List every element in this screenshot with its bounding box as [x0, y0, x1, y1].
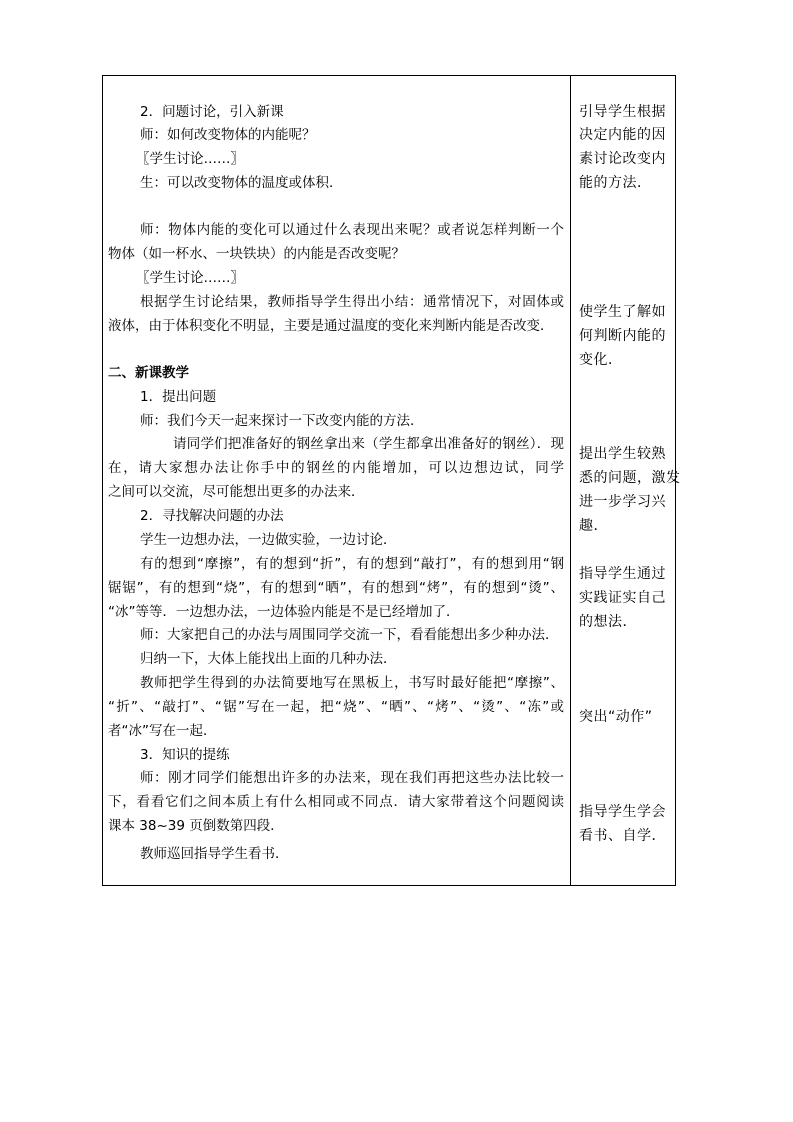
note-2-line1: 使学生了解如 — [579, 304, 666, 320]
note-3-line3: 进一步学习兴 — [579, 494, 666, 510]
step-2b-heading: 2．寻找解决问题的办法 — [140, 508, 284, 524]
wire-instruction-line1: 请同学们把准备好的钢丝拿出来（学生都拿出准备好的钢丝）．现 — [173, 436, 564, 452]
section-heading: 二、新课教学 — [108, 365, 189, 381]
step-3-heading: 3．知识的提练 — [140, 747, 230, 763]
reading-line2: 下，看看它们之间本质上有什么相同或不同点．请大家带着这个问题阅读 — [108, 794, 564, 810]
note-3-line4: 趣． — [579, 518, 608, 534]
note-4-line1: 指导学生通过 — [579, 566, 666, 582]
student-answer: 生：可以改变物体的温度或体积． — [140, 175, 343, 191]
teacher-question-2-line2: 物体（如一杯水、一块铁块）的内能是否改变呢？ — [108, 246, 405, 262]
note-6-line2: 看书、自学． — [579, 828, 666, 844]
wire-instruction-line3: 之间可以交流，尽可能想出更多的办法来． — [108, 484, 365, 500]
note-5: 突出“动作” — [579, 709, 653, 725]
student-discussion-1: 〖学生讨论……〗 — [136, 151, 244, 167]
step-2-heading: 2．问题讨论，引入新课 — [140, 104, 284, 120]
note-6-line1: 指导学生学会 — [579, 804, 666, 820]
student-discussion-2: 〖学生讨论……〗 — [136, 270, 244, 286]
summary-line1: 根据学生讨论结果，教师指导学生得出小结：通常情况下，对固体或 — [140, 294, 564, 310]
ideas-line1: 有的想到“摩擦”，有的想到“折”，有的想到“敲打”，有的想到用“钢 — [140, 556, 564, 572]
lesson-table — [102, 75, 681, 886]
note-4-line3: 的想法． — [579, 614, 637, 630]
teacher-patrol: 教师巡回指导学生看书． — [140, 846, 289, 862]
wire-instruction-line2: 在，请大家想办法让你手中的钢丝的内能增加，可以边想边试，同学 — [108, 460, 564, 476]
note-2-line3: 变化． — [579, 352, 623, 368]
note-3-line2: 悉的问题，激发 — [579, 470, 681, 486]
teacher-question: 师：如何改变物体的内能呢？ — [140, 127, 316, 143]
blackboard-line3: 者“冰”写在一起． — [108, 723, 217, 739]
ideas-line3: “冰”等等．一边想办法，一边体验内能是不是已经增加了． — [108, 604, 460, 620]
note-1-line4: 能的方法． — [579, 175, 652, 191]
main-column — [103, 76, 570, 885]
teacher-exchange: 师：大家把自己的办法与周围同学交流一下，看看能想出多少种办法． — [140, 627, 559, 643]
summary-line2: 液体，由于体积变化不明显，主要是通过温度的变化来判断内能是否改变． — [108, 318, 554, 334]
note-1-line2: 决定内能的因 — [579, 127, 666, 143]
note-3-line1: 提出学生较熟 — [579, 446, 666, 462]
blackboard-line1: 教师把学生得到的办法简要地写在黑板上，书写时最好能把“摩擦”、 — [140, 675, 564, 691]
side-column — [571, 76, 681, 885]
note-2-line2: 何判断内能的 — [579, 328, 666, 344]
teacher-question-2-line1: 师：物体内能的变化可以通过什么表现出来呢？或者说怎样判断一个 — [140, 222, 564, 238]
blackboard-line2: “折”、“敲打”、“锯”写在一起，把“烧”、“晒”、“烤”、“烫”、“冻”或 — [108, 699, 564, 715]
step-1-heading: 1．提出问题 — [140, 389, 217, 405]
note-1-line3: 素讨论改变内 — [579, 151, 666, 167]
summarize-methods: 归纳一下，大体上能找出上面的几种办法． — [140, 651, 397, 667]
reading-line3: 课本 38~39 页倒数第四段． — [108, 818, 284, 834]
ideas-line2: 锯锯”，有的想到“烧”，有的想到“晒”，有的想到“烤”，有的想到“烫”、 — [108, 580, 564, 596]
teacher-intro: 师：我们今天一起来探讨一下改变内能的方法． — [140, 413, 424, 429]
reading-line1: 师：刚才同学们能想出许多的办法来，现在我们再把这些办法比较一 — [140, 770, 564, 786]
note-1-line1: 引导学生根据 — [579, 104, 666, 120]
note-4-line2: 实践证实自己 — [579, 590, 666, 606]
student-activity: 学生一边想办法，一边做实验，一边讨论． — [140, 532, 397, 548]
